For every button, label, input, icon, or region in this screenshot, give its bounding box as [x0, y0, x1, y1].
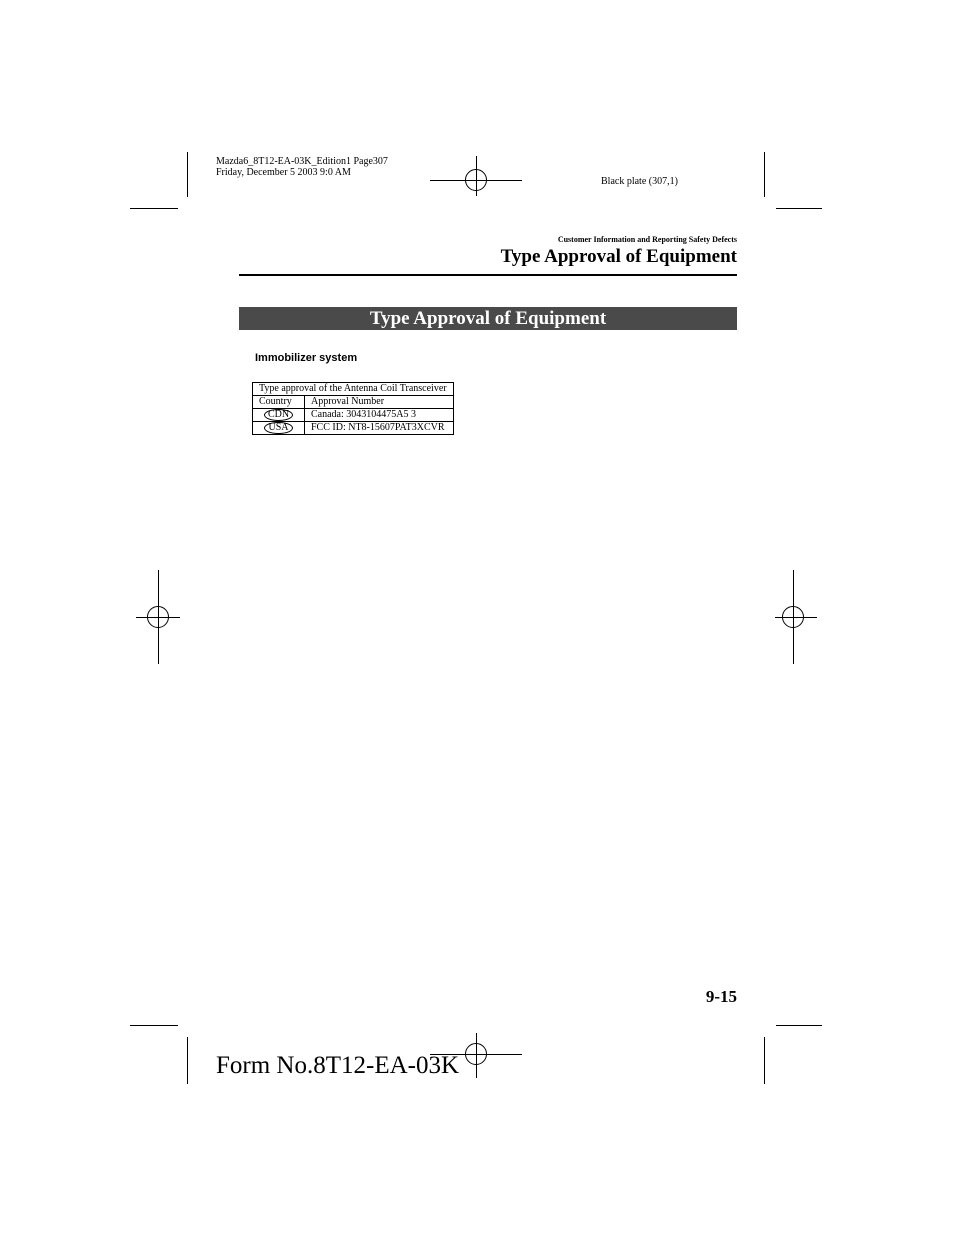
table-caption: Type approval of the Antenna Coil Transceiver [253, 383, 454, 396]
table-row [253, 409, 454, 422]
form-number: Form No.8T12-EA-03K [216, 1052, 460, 1079]
approval-number-cell: Canada: 3043104475A5 3 [305, 409, 454, 422]
column-header-approval-number: Approval Number [305, 396, 454, 409]
country-cell [253, 409, 305, 422]
country-code-oval: CDN [264, 409, 293, 421]
approval-number-cell: FCC ID: NT8-15607PAT3XCVR [305, 422, 454, 435]
section-banner: Type Approval of Equipment [239, 307, 737, 330]
column-header-country: Country [253, 396, 305, 409]
page-number: 9-15 [705, 987, 737, 1006]
page-title: Type Approval of Equipment [500, 246, 737, 267]
table-caption-row [253, 383, 454, 396]
table-header-row [253, 396, 454, 409]
table-row [253, 422, 454, 435]
print-file-line: Mazda6_8T12-EA-03K_Edition1 Page307 [216, 156, 388, 167]
subheading: Immobilizer system [255, 352, 358, 364]
approval-table [252, 382, 454, 435]
running-head: Customer Information and Reporting Safety Defects [557, 235, 737, 244]
country-code-oval: USA [264, 422, 292, 434]
print-date-line: Friday, December 5 2003 9:0 AM [216, 167, 351, 178]
print-file-info [216, 156, 388, 178]
country-cell [253, 422, 305, 435]
header-rule [239, 274, 737, 276]
plate-label: Black plate (307,1) [601, 176, 678, 187]
